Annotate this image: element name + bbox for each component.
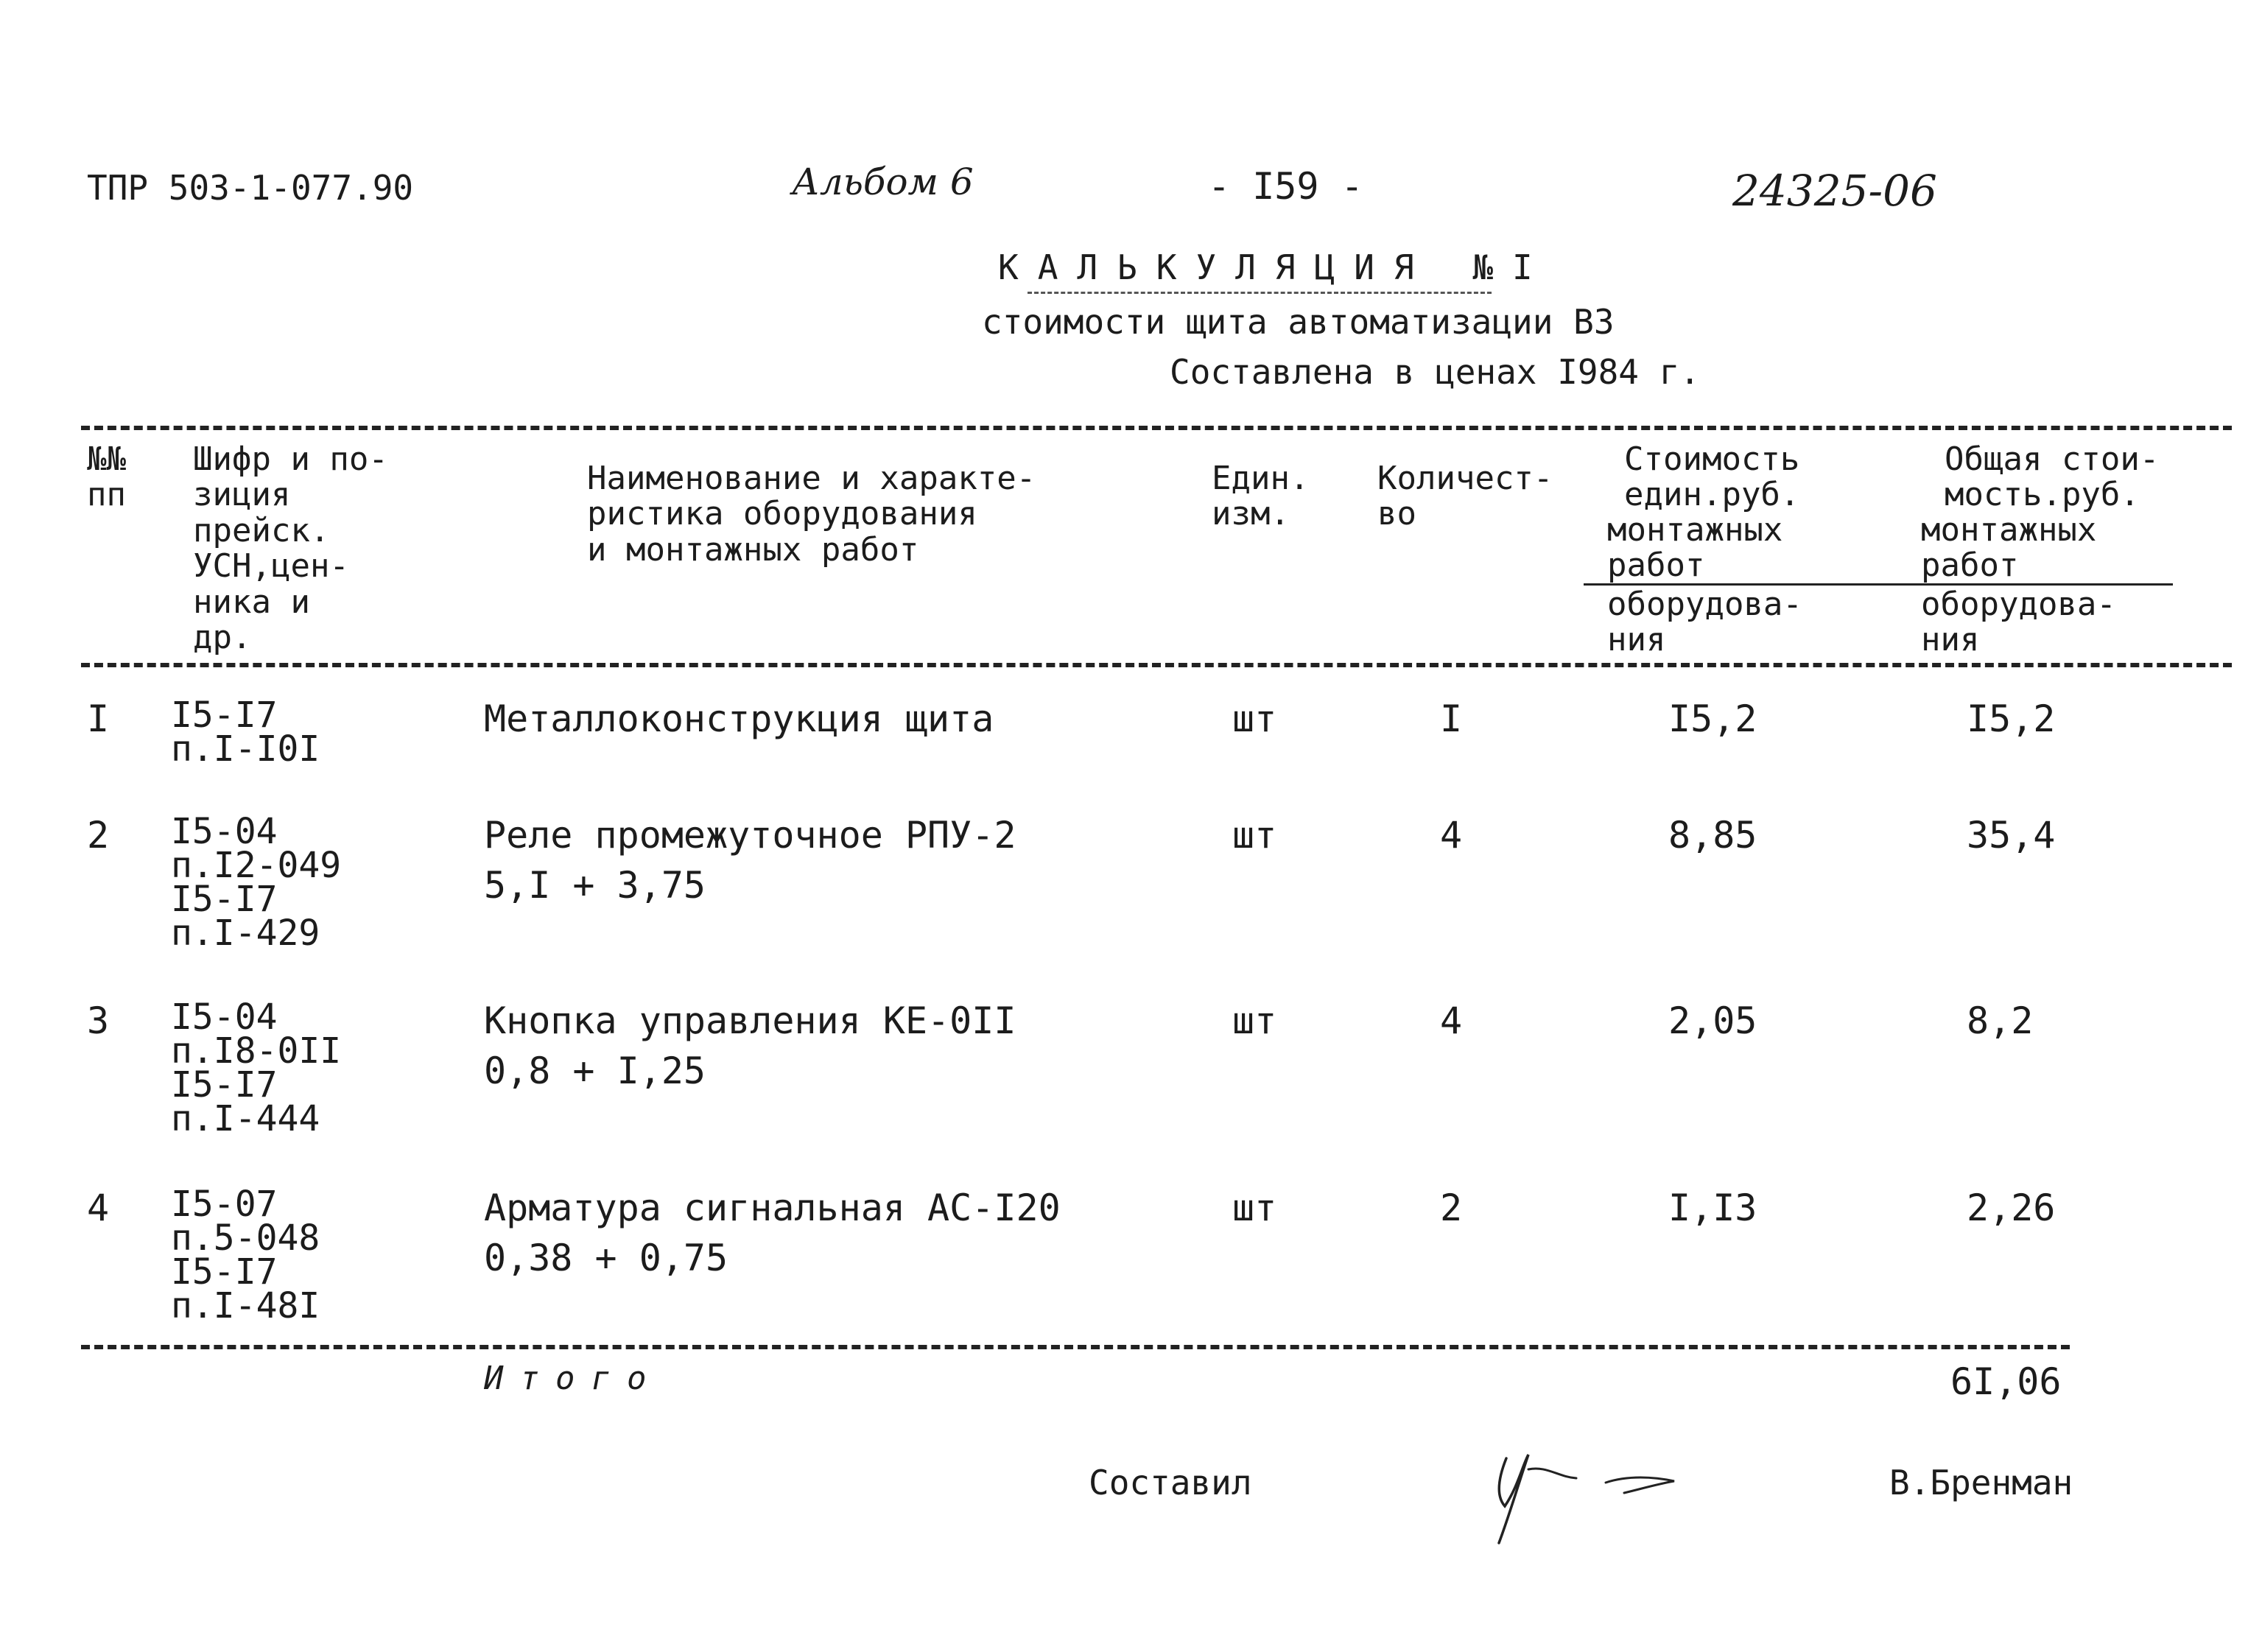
row-4-total-cost: 2,26	[1967, 1187, 2056, 1229]
album-label: Альбом 6	[792, 161, 974, 203]
col-header-total-cost-installation: монтажных работ	[1921, 511, 2097, 585]
row-1-unit: шт	[1232, 697, 1277, 740]
row-3-name: Кнопка управления КЕ-0II	[484, 999, 1016, 1042]
col-header-unit-cost-installation: монтажных работ	[1607, 511, 1783, 585]
col-header-code: Шифр и по- зиция прейск. УСН,цен- ника и др.	[193, 440, 388, 656]
total-label: Итого	[484, 1360, 663, 1397]
col-header-total-cost-equipment: оборудова- ния	[1921, 586, 2116, 659]
col-header-unit-cost-equipment: оборудова- ния	[1607, 586, 1802, 659]
col-header-unit-cost: Стоимость един.руб.	[1624, 440, 1800, 514]
row-3-quantity: 4	[1440, 999, 1463, 1042]
row-1-number: I	[87, 697, 110, 740]
row-2-unit: шт	[1232, 814, 1277, 857]
col-header-quantity: Количест- во	[1377, 460, 1553, 533]
row-2-detail: 5,I + 3,75	[484, 864, 706, 907]
row-2-total-cost: 35,4	[1967, 814, 2056, 857]
row-2-name: Реле промежуточное РПУ-2	[484, 814, 1016, 857]
row-3-unit: шт	[1232, 999, 1277, 1042]
row-4-number: 4	[87, 1187, 110, 1229]
row-4-unit-cost: I,I3	[1668, 1187, 1757, 1229]
total-value: 6I,06	[1950, 1360, 2062, 1403]
col-header-name: Наименование и характе- ристика оборудования и монтажных работ	[587, 460, 1036, 569]
document-code: ТПР 503-1-077.90	[87, 168, 414, 208]
row-2-code: I5-04 п.I2-049 I5-I7 п.I-429	[171, 811, 342, 955]
row-2-unit-cost: 8,85	[1668, 814, 1757, 857]
calculation-subtitle: стоимости щита автоматизации ВЗ	[982, 302, 1615, 342]
page-number: - I59 -	[1208, 165, 1363, 208]
row-4-detail: 0,38 + 0,75	[484, 1237, 728, 1279]
row-3-code: I5-04 п.I8-0II I5-I7 п.I-444	[171, 997, 342, 1140]
row-3-total-cost: 8,2	[1967, 999, 2034, 1042]
row-2-number: 2	[87, 814, 110, 857]
table-bottom-rule	[81, 1345, 2070, 1349]
table-top-rule	[81, 426, 2232, 430]
row-4-code: I5-07 п.5-048 I5-I7 п.I-48I	[171, 1184, 320, 1327]
row-1-name: Металлоконструкция щита	[484, 697, 994, 740]
table-header-bottom-rule	[81, 663, 2232, 667]
col-header-unit: Един. изм.	[1212, 460, 1310, 533]
row-3-number: 3	[87, 999, 110, 1042]
col-header-number: №№ пп	[87, 440, 126, 514]
col-header-total-cost: Общая стои- мость.руб.	[1945, 440, 2160, 514]
compiled-by-label: Составил	[1089, 1463, 1252, 1502]
row-4-quantity: 2	[1440, 1187, 1463, 1229]
row-3-unit-cost: 2,05	[1668, 999, 1757, 1042]
row-1-total-cost: I5,2	[1967, 697, 2056, 740]
row-1-code: I5-I7 п.I-I0I	[171, 695, 320, 770]
calculation-title: КАЛЬКУЛЯЦИЯ №I	[998, 247, 1552, 287]
row-2-quantity: 4	[1440, 814, 1463, 857]
row-3-detail: 0,8 + I,25	[484, 1050, 706, 1092]
price-basis-note: Составлена в ценах I984 г.	[1170, 352, 1701, 392]
title-underline	[1028, 292, 1492, 294]
row-4-name: Арматура сигнальная АС-I20	[484, 1187, 1061, 1229]
row-4-unit: шт	[1232, 1187, 1277, 1229]
compiler-name: В.Бренман	[1889, 1463, 2073, 1502]
row-1-quantity: I	[1440, 697, 1463, 740]
sheet-number: 24325-06	[1732, 166, 1937, 216]
handwritten-signature	[1477, 1425, 1713, 1550]
row-1-unit-cost: I5,2	[1668, 697, 1757, 740]
